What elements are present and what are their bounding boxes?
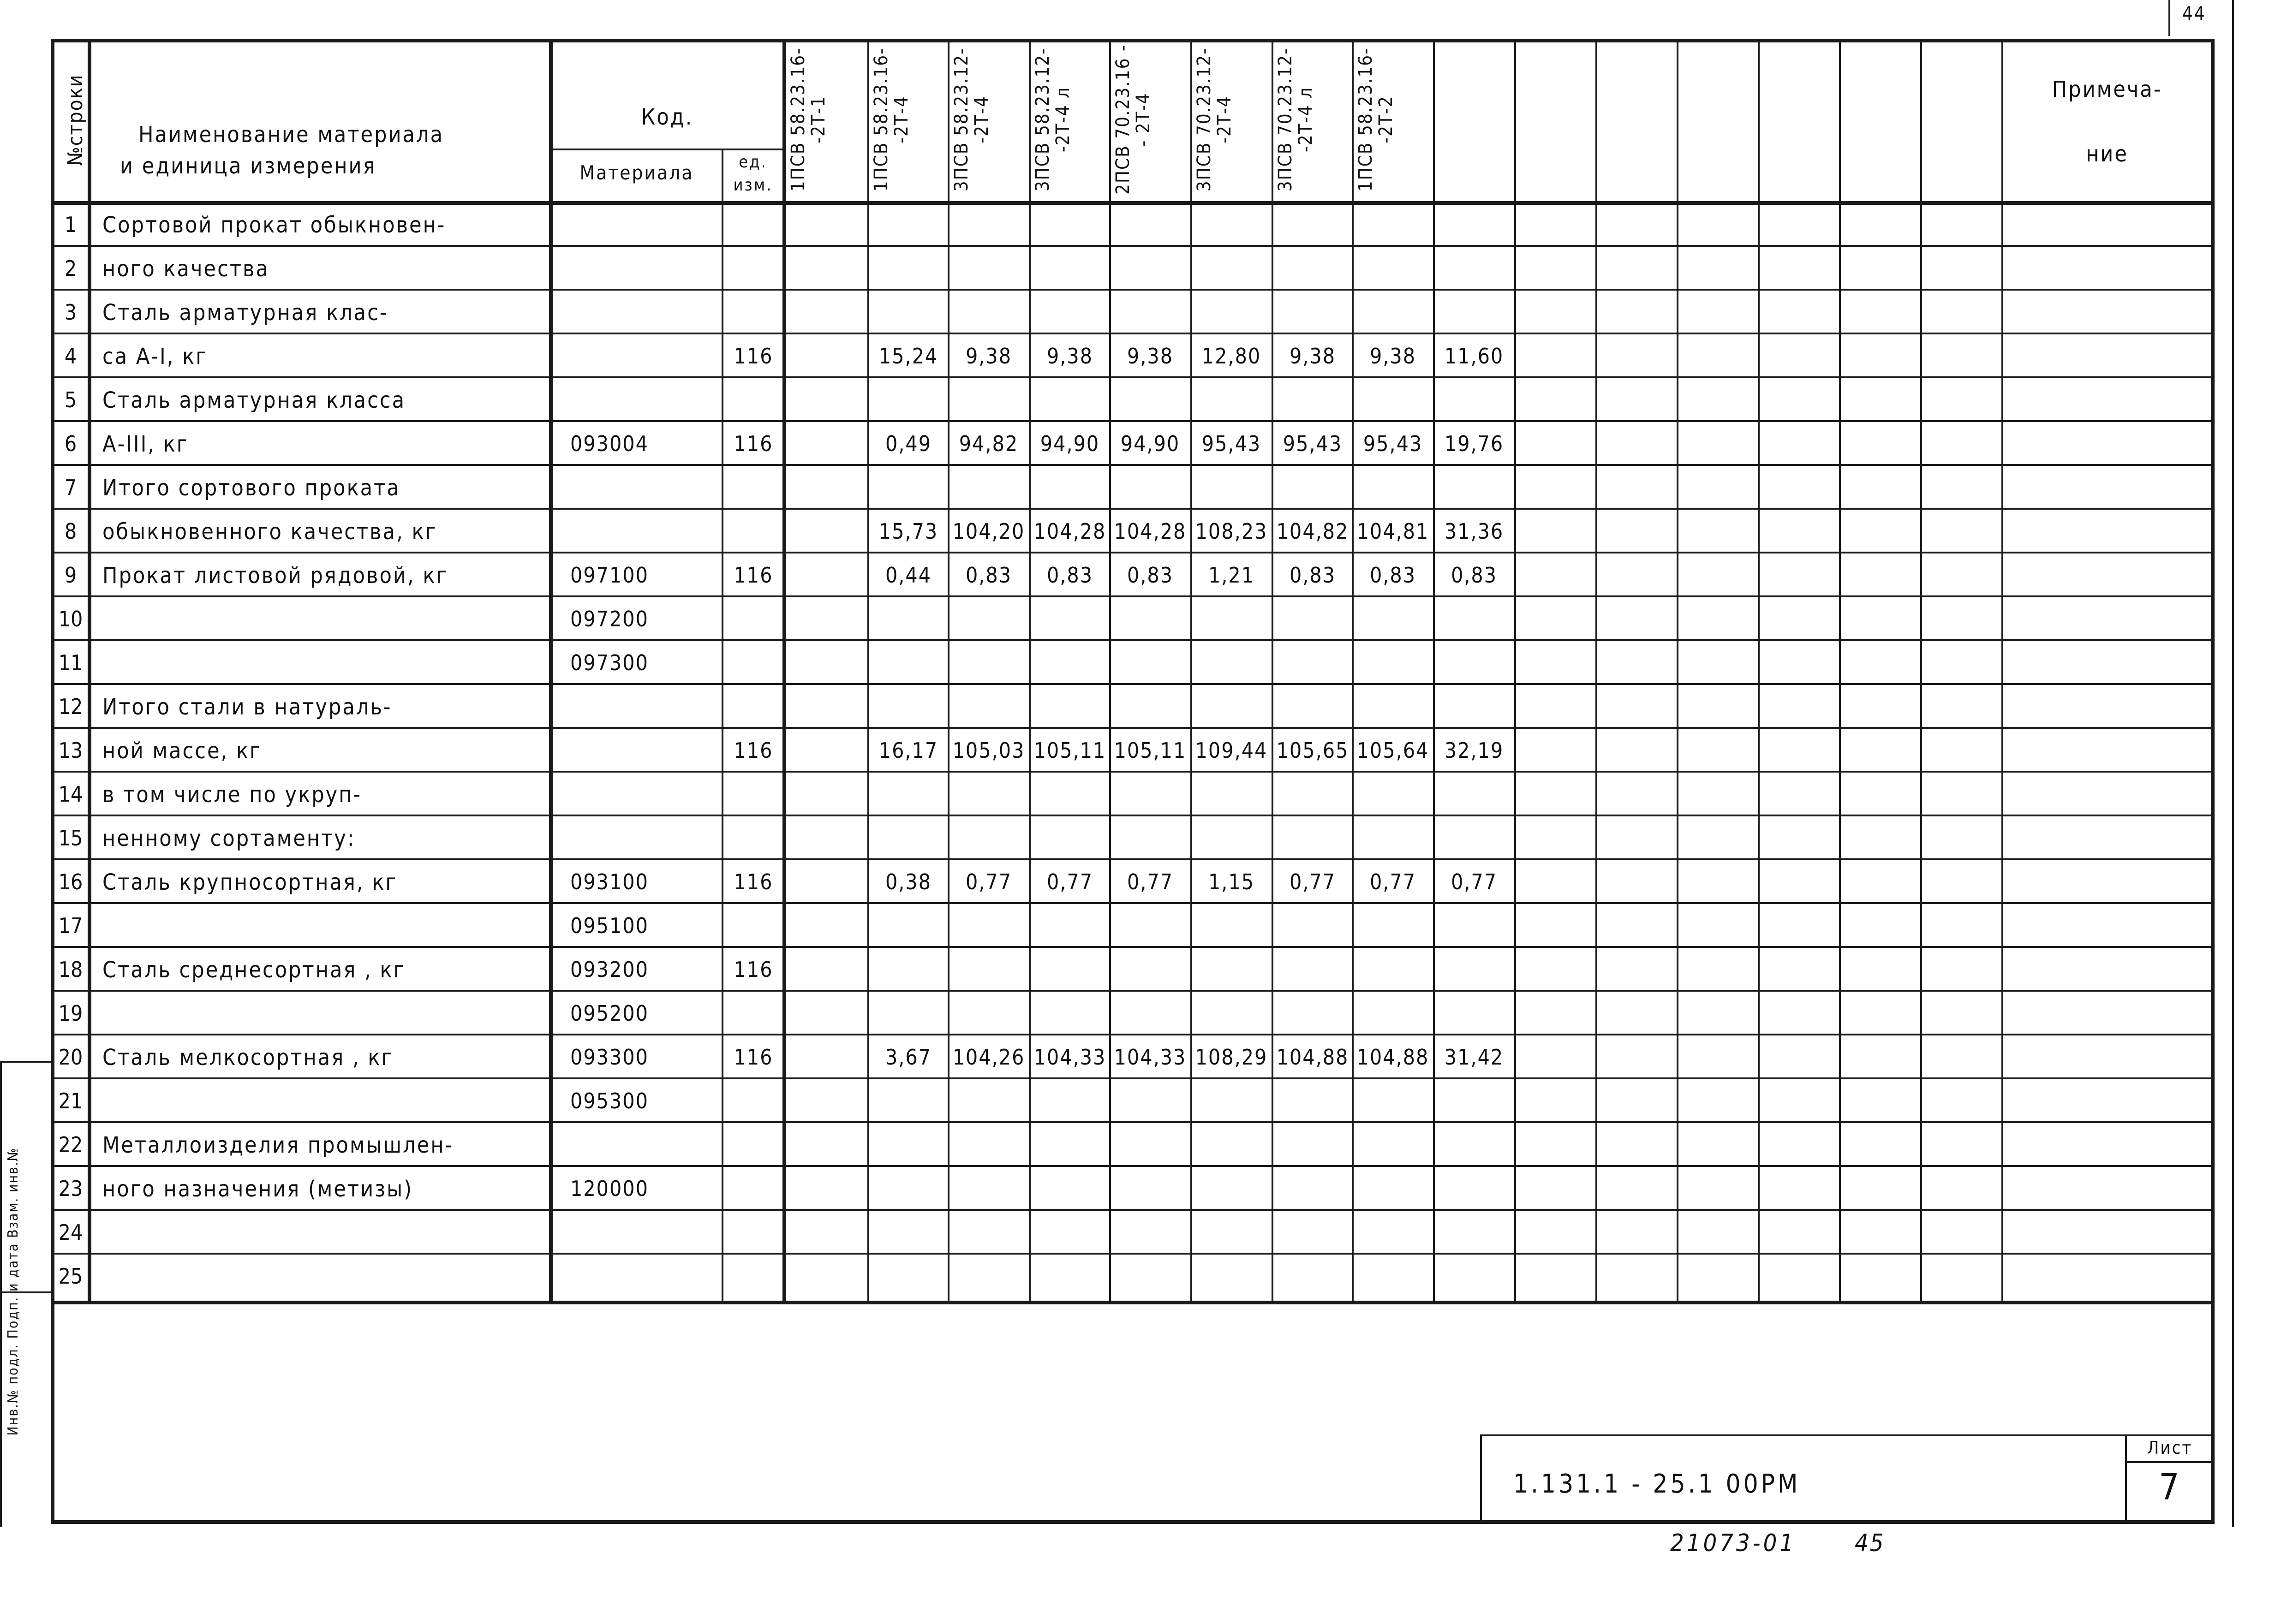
header-col-6: 3ПСВ 70.23.12- -2Т-4 (1194, 47, 1235, 192)
value-cell: 31,36 (1444, 519, 1504, 544)
header-col-2: 1ПСВ 58.23.16- -2Т-4 (871, 47, 912, 192)
unit-code: 116 (734, 957, 773, 982)
row-number: 12 (58, 694, 83, 719)
value-cell: 16,17 (878, 738, 938, 763)
header-col-1: 1ПСВ 58.23.16- -2Т-1 (788, 47, 829, 192)
header-col-4: 3ПСВ 58.23.12- -2Т-4 л (1032, 47, 1074, 192)
value-cell: 104,26 (952, 1045, 1025, 1070)
value-cell: 1,15 (1208, 869, 1255, 894)
value-cell: 105,64 (1356, 738, 1429, 763)
value-cell: 95,43 (1283, 431, 1343, 456)
header-code: Код. (641, 104, 693, 130)
row-number: 22 (58, 1132, 83, 1157)
value-cell: 0,44 (885, 563, 932, 588)
material-code: 095100 (570, 913, 649, 938)
header-note-line2: ние (2086, 141, 2128, 167)
value-cell: 0,77 (1289, 869, 1336, 894)
value-cell: 0,83 (965, 563, 1012, 588)
material-name: Итого стали в натураль- (102, 694, 392, 720)
unit-code: 116 (734, 431, 773, 456)
material-name: Итого сортового проката (102, 475, 400, 501)
value-cell: 1,21 (1208, 563, 1255, 588)
page-number: 45 (1855, 1529, 1885, 1557)
value-cell: 15,24 (878, 344, 938, 369)
unit-code: 116 (734, 344, 773, 369)
archive-number: 21073-01 (1670, 1529, 1797, 1557)
value-cell: 94,90 (1120, 431, 1180, 456)
row-number: 16 (58, 869, 83, 894)
row-number: 15 (58, 826, 83, 851)
row-number: 3 (64, 300, 77, 325)
material-code: 097200 (570, 607, 649, 631)
row-number: 5 (64, 387, 77, 412)
material-code: 097300 (570, 650, 649, 675)
material-name: ной массе, кг (102, 738, 262, 764)
value-cell: 104,28 (1033, 519, 1106, 544)
value-cell: 94,90 (1040, 431, 1100, 456)
row-number: 19 (58, 1001, 83, 1026)
material-name: Сталь арматурная класса (102, 387, 406, 413)
material-code: 093300 (570, 1045, 649, 1070)
row-number: 14 (58, 782, 83, 807)
value-cell: 108,23 (1195, 519, 1268, 544)
unit-code: 116 (734, 1045, 773, 1070)
value-cell: 104,81 (1356, 519, 1429, 544)
value-cell: 11,60 (1444, 344, 1504, 369)
material-name: Сталь среднесортная , кг (102, 957, 406, 983)
unit-code: 116 (734, 738, 773, 763)
material-code: 097100 (570, 563, 649, 588)
value-cell: 12,80 (1201, 344, 1261, 369)
material-code: 093100 (570, 869, 649, 894)
row-number: 6 (64, 431, 77, 456)
row-number: 23 (58, 1176, 83, 1201)
value-cell: 0,83 (1289, 563, 1336, 588)
header-col-5: 2ПСВ 70.23.16 - - 2Т-4 (1112, 44, 1154, 195)
value-cell: 104,88 (1356, 1045, 1429, 1070)
header-name-line1: Наименование материала (138, 122, 444, 148)
row-number: 2 (64, 256, 77, 281)
value-cell: 0,77 (1451, 869, 1498, 894)
value-cell: 0,49 (885, 431, 932, 456)
material-name: в том числе по укруп- (102, 782, 362, 808)
material-name: Прокат листовой рядовой, кг (102, 563, 448, 589)
value-cell: 15,73 (878, 519, 938, 544)
value-cell: 94,82 (959, 431, 1019, 456)
material-code: 095300 (570, 1089, 649, 1113)
material-name: Сортовой прокат обыкновен- (102, 212, 446, 238)
unit-code: 116 (734, 563, 773, 588)
value-cell: 108,29 (1195, 1045, 1268, 1070)
row-number: 8 (64, 519, 77, 544)
value-cell: 32,19 (1444, 738, 1504, 763)
material-name: ного качества (102, 256, 269, 282)
row-number: 7 (64, 475, 77, 500)
value-cell: 19,76 (1444, 431, 1504, 456)
row-number: 17 (58, 913, 83, 938)
header-unit-line2: изм. (733, 176, 773, 195)
material-name: А-III, кг (102, 431, 189, 457)
material-name: са А-I, кг (102, 344, 208, 369)
value-cell: 9,38 (1289, 344, 1336, 369)
value-cell: 104,28 (1114, 519, 1187, 544)
header-note-line1: Примеча- (2052, 77, 2162, 102)
sheet-number: 7 (2159, 1467, 2181, 1508)
row-number: 20 (58, 1045, 83, 1070)
row-number: 13 (58, 738, 83, 763)
row-number: 9 (64, 563, 77, 588)
row-number: 11 (58, 650, 83, 675)
value-cell: 0,77 (1127, 869, 1174, 894)
value-cell: 0,83 (1046, 563, 1093, 588)
header-col-7: 3ПСВ 70.23.12- -2Т-4 л (1275, 47, 1316, 192)
value-cell: 104,88 (1276, 1045, 1349, 1070)
material-name: обыкновенного качества, кг (102, 519, 437, 545)
row-number: 4 (64, 344, 77, 369)
corner-sheet-number: 44 (2182, 3, 2206, 24)
value-cell: 105,03 (952, 738, 1025, 763)
value-cell: 0,77 (1046, 869, 1093, 894)
material-code: 095200 (570, 1001, 649, 1026)
material-name: Сталь крупносортная, кг (102, 869, 398, 895)
value-cell: 9,38 (965, 344, 1012, 369)
header-name-line2: и единица измерения (120, 153, 376, 179)
value-cell: 104,33 (1114, 1045, 1187, 1070)
document-designation: 1.131.1 - 25.1 00РМ (1513, 1469, 1801, 1499)
value-cell: 0,83 (1369, 563, 1416, 588)
row-number: 24 (58, 1220, 83, 1245)
value-cell: 0,83 (1451, 563, 1498, 588)
value-cell: 95,43 (1363, 431, 1423, 456)
value-cell: 3,67 (885, 1045, 932, 1070)
side-strip-labels: Инв.№ подл. Подп. и дата Взам. инв.№ (5, 1147, 21, 1436)
value-cell: 9,38 (1369, 344, 1416, 369)
value-cell: 104,82 (1276, 519, 1349, 544)
unit-code: 116 (734, 869, 773, 894)
value-cell: 95,43 (1201, 431, 1261, 456)
value-cell: 105,11 (1114, 738, 1187, 763)
material-name: Сталь арматурная клас- (102, 300, 388, 326)
value-cell: 104,20 (952, 519, 1025, 544)
material-name: ного назначения (метизы) (102, 1176, 413, 1202)
material-name: Сталь мелкосортная , кг (102, 1045, 394, 1071)
material-code: 120000 (570, 1176, 649, 1201)
row-number: 1 (64, 212, 77, 237)
value-cell: 105,65 (1276, 738, 1349, 763)
value-cell: 109,44 (1195, 738, 1268, 763)
row-number: 25 (58, 1264, 83, 1289)
row-number: 10 (58, 607, 83, 631)
header-material: Материала (579, 161, 694, 184)
value-cell: 104,33 (1033, 1045, 1106, 1070)
value-cell: 31,42 (1444, 1045, 1504, 1070)
value-cell: 0,83 (1127, 563, 1174, 588)
row-number: 21 (58, 1089, 83, 1113)
material-code: 093004 (570, 431, 649, 456)
value-cell: 9,38 (1127, 344, 1174, 369)
header-unit-line1: ед. (739, 153, 767, 172)
material-name: Металлоизделия промышлен- (102, 1132, 454, 1158)
row-number: 18 (58, 957, 83, 982)
value-cell: 0,77 (965, 869, 1012, 894)
value-cell: 0,38 (885, 869, 932, 894)
value-cell: 9,38 (1046, 344, 1093, 369)
material-code: 093200 (570, 957, 649, 982)
header-row-number: №строки (64, 74, 87, 166)
header-col-8: 1ПСВ 58.23.16- -2Т-2 (1355, 47, 1397, 192)
header-col-3: 3ПСВ 58.23.12- -2Т-4 (951, 47, 992, 192)
value-cell: 0,77 (1369, 869, 1416, 894)
sheet-label: Лист (2147, 1438, 2193, 1458)
value-cell: 105,11 (1033, 738, 1106, 763)
material-name: ненному сортаменту: (102, 826, 356, 851)
